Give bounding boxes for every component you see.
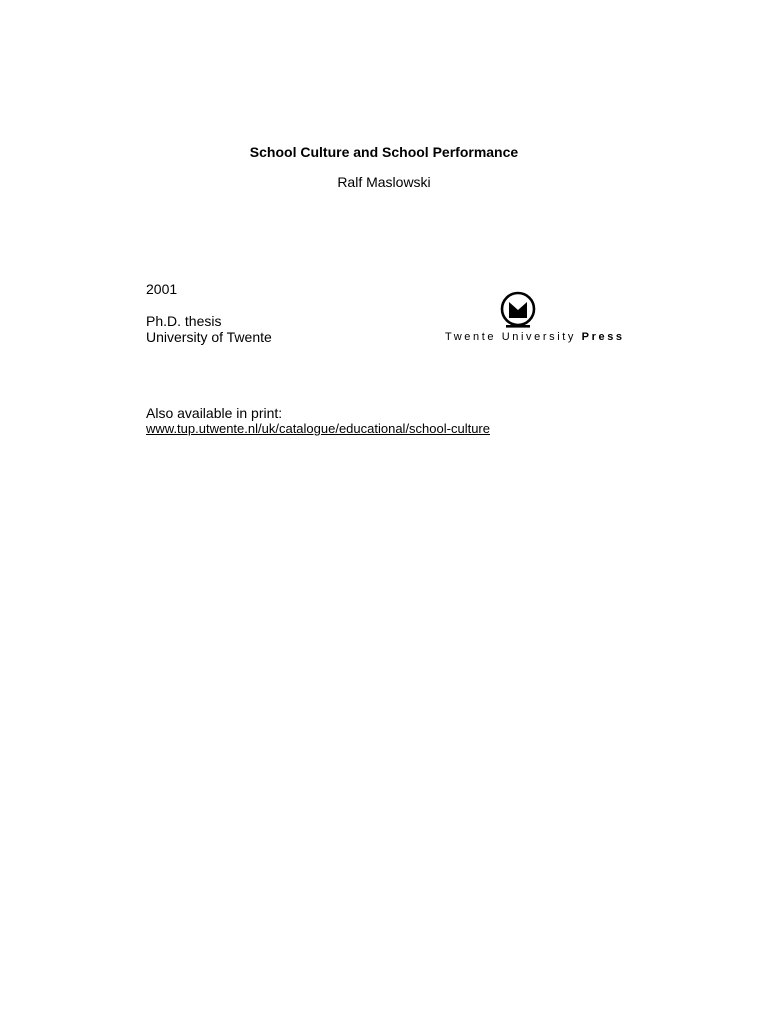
degree-type: Ph.D. thesis	[146, 313, 222, 329]
publisher-name-regular: Twente University	[445, 331, 577, 343]
document-title: School Culture and School Performance	[249, 144, 519, 160]
publisher-logo	[445, 291, 625, 347]
catalogue-link[interactable]: www.tup.utwente.nl/uk/catalogue/educational/school-culture	[146, 421, 490, 436]
publisher-name-bold: Press	[581, 331, 625, 343]
degree-block	[146, 313, 272, 345]
publisher-name	[445, 331, 625, 343]
publication-year: 2001	[146, 281, 178, 297]
print-availability-label: Also available in print:	[146, 405, 283, 421]
twente-university-press-logo-icon	[500, 291, 536, 329]
document-author: Ralf Maslowski	[337, 174, 431, 190]
institution-name: University of Twente	[146, 329, 272, 345]
